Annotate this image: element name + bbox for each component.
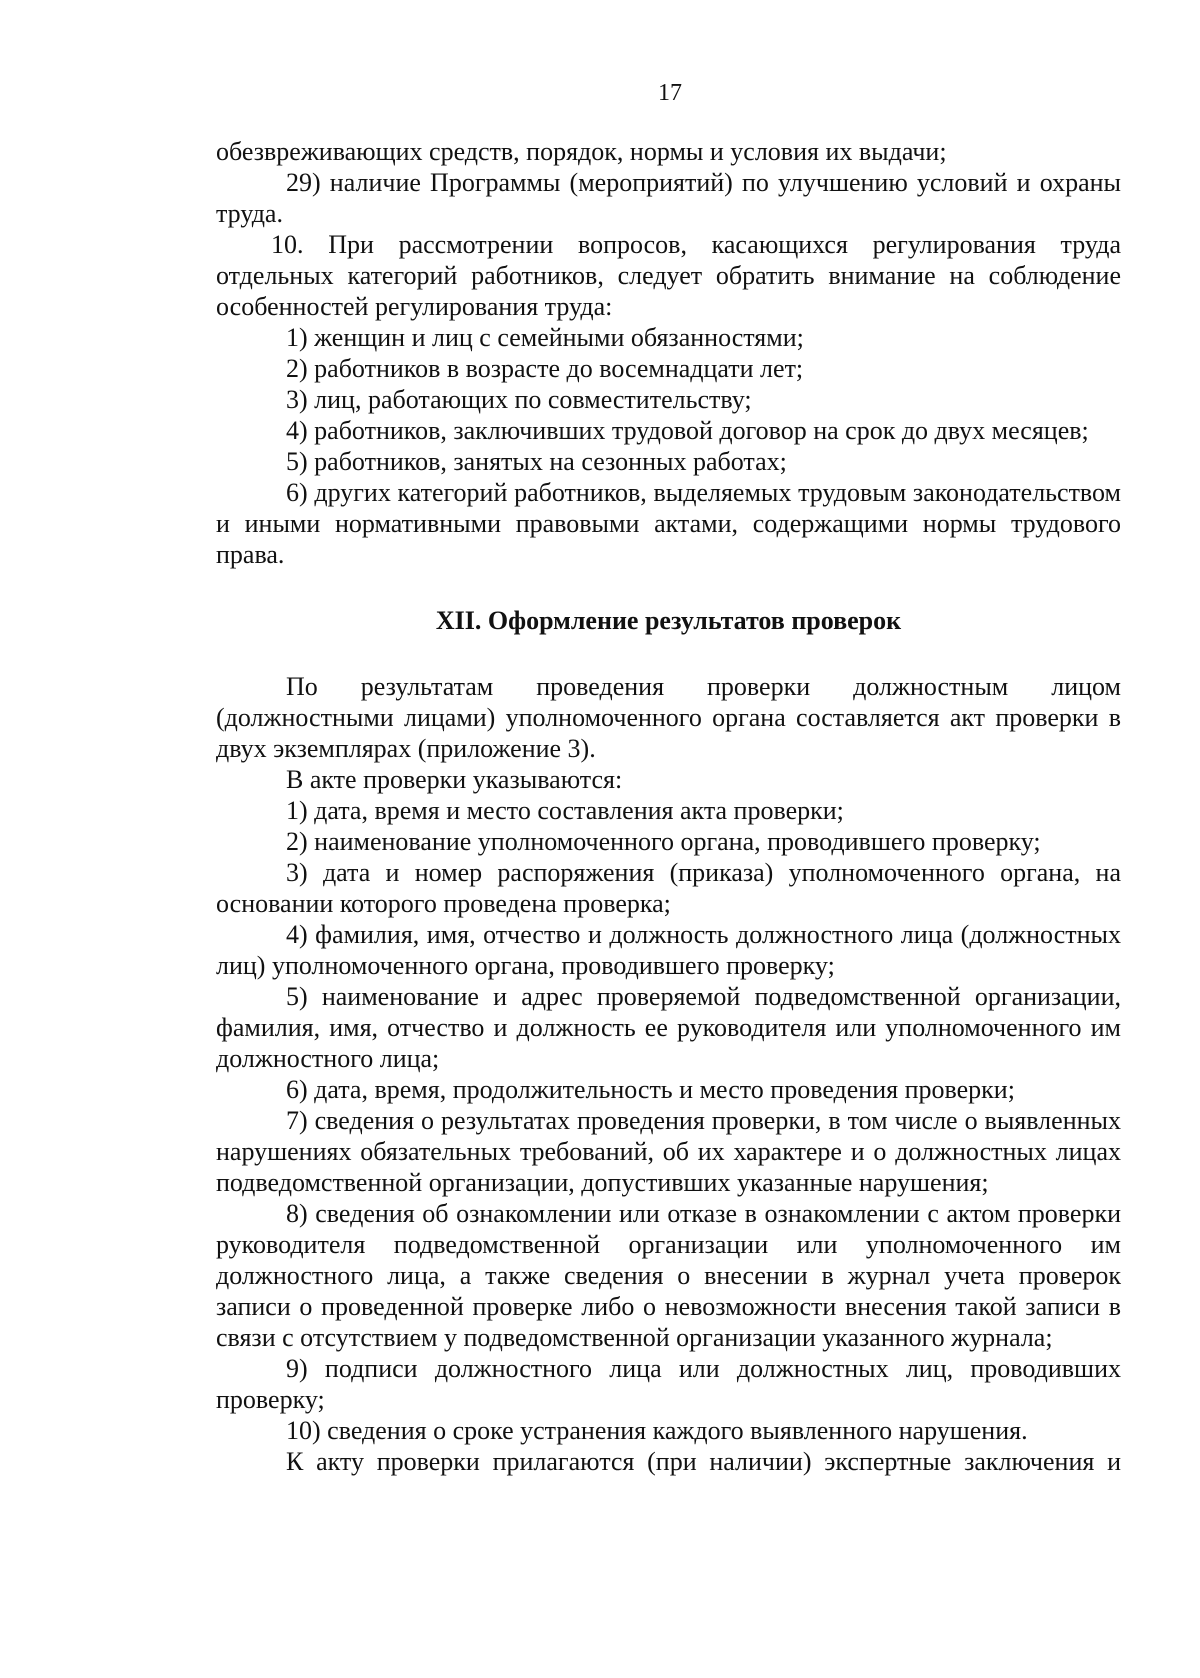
list-item: 4) работников, заключивших трудовой договор на срок до двух месяцев; (286, 416, 1089, 445)
paragraph: По результатам проведения проверки должностным лицом (должностными лицами) уполномоченного органа составляется акт проверки в двух экземплярах (приложение 3). (216, 672, 1121, 763)
list-item: 7) сведения о результатах проведения проверки, в том числе о выявленных нарушениях обязательных требований, об их характере и о должностных лицах подведомственной организации, допустивших указанные нарушения; (216, 1106, 1121, 1197)
list-item: 5) наименование и адрес проверяемой подведомственной организации, фамилия, имя, отчество и должность ее руководителя или уполномоченного им должностного лица; (216, 982, 1121, 1073)
list-item: 2) наименование уполномоченного органа, проводившего проверку; (286, 827, 1041, 856)
paragraph: В акте проверки указываются: (286, 765, 623, 794)
list-item: 4) фамилия, имя, отчество и должность должностного лица (должностных лиц) уполномоченного органа, проводившего проверку; (216, 920, 1121, 980)
section-title: XII. Оформление результатов проверок (435, 606, 902, 635)
list-item: 9) подписи должностного лица или должностных лиц, проводивших проверку; (216, 1354, 1121, 1414)
paragraph: К акту проверки прилагаются (при наличии) экспертные заключения и (286, 1447, 1121, 1476)
list-item: 3) дата и номер распоряжения (приказа) уполномоченного органа, на основании которого проведена проверка; (216, 858, 1121, 918)
list-item: 1) женщин и лиц с семейными обязанностями; (286, 323, 804, 352)
document-body (216, 136, 1121, 1477)
list-item: 6) дата, время, продолжительность и место проведения проверки; (286, 1075, 1015, 1104)
list-item: 6) других категорий работников, выделяемых трудовым законодательством и иными нормативными правовыми актами, содержащими нормы трудового права. (216, 478, 1121, 569)
page-number: 17 (658, 80, 682, 106)
list-item: 10) сведения о сроке устранения каждого выявленного нарушения. (286, 1416, 1028, 1445)
list-item: 8) сведения об ознакомлении или отказе в ознакомлении с актом проверки руководителя подведомственной организации или уполномоченного им должностного лица, а также сведения о внесении в журнал учета проверок записи о проведенной проверке либо о невозможности внесения такой записи в связи с отсутствием у подведомственной организации указанного журнала; (216, 1199, 1121, 1352)
list-item: 5) работников, занятых на сезонных работах; (286, 447, 787, 476)
paragraph: 29) наличие Программы (мероприятий) по улучшению условий и охраны труда. (216, 168, 1121, 228)
list-item: 2) работников в возрасте до восемнадцати лет; (286, 354, 804, 383)
paragraph: 10. При рассмотрении вопросов, касающихся регулирования труда отдельных категорий работников, следует обратить внимание на соблюдение особенностей регулирования труда: (216, 230, 1121, 321)
paragraph: обезвреживающих средств, порядок, нормы и условия их выдачи; (216, 137, 947, 166)
list-item: 3) лиц, работающих по совместительству; (286, 385, 752, 414)
list-item: 1) дата, время и место составления акта проверки; (286, 796, 844, 825)
